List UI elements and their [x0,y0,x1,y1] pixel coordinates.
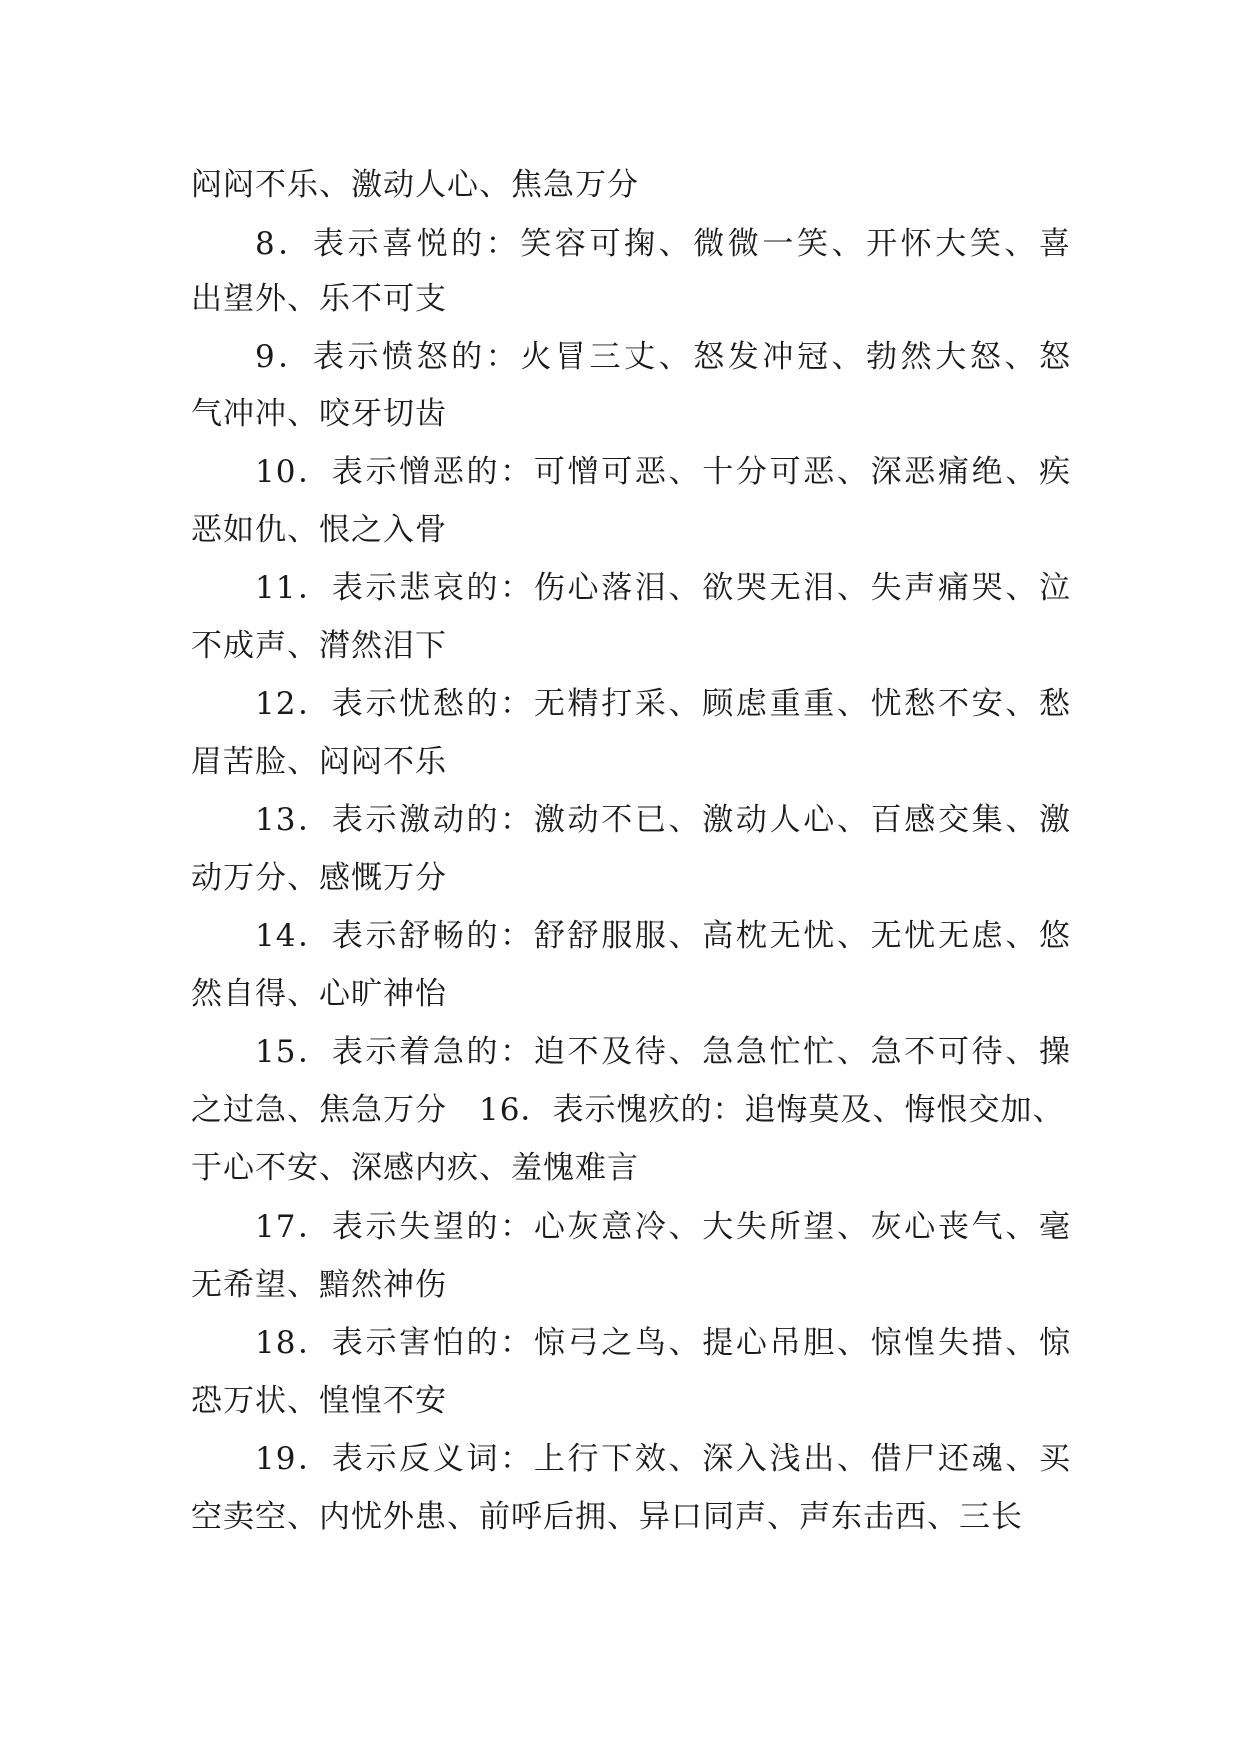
text-line: 恶如仇、恨之入骨 [191,512,447,548]
text-line: 18．表示害怕的：惊弓之鸟、提心吊胆、惊惶失措、惊 [255,1325,1071,1361]
text-line: 不成声、潸然泪下 [191,628,447,664]
text-line: 10．表示憎恶的：可憎可恶、十分可恶、深恶痛绝、疾 [255,454,1071,490]
text-line: 空卖空、内忧外患、前呼后拥、异口同声、声东击西、三长 [191,1499,1023,1535]
text-line: 动万分、感慨万分 [191,860,447,896]
text-line: 出望外、乐不可支 [191,281,447,317]
text-line: 闷闷不乐、激动人心、焦急万分 [191,167,639,203]
text-line: 于心不安、深感内疚、羞愧难言 [191,1150,639,1186]
text-line: 8．表示喜悦的：笑容可掬、微微一笑、开怀大笑、喜 [255,226,1071,262]
text-line: 之过急、焦急万分 16．表示愧疚的：追悔莫及、悔恨交加、 [191,1092,1065,1128]
text-line: 9．表示愤怒的：火冒三丈、怒发冲冠、勃然大怒、怒 [255,339,1071,375]
text-line: 然自得、心旷神怡 [191,976,447,1012]
text-line: 15．表示着急的：迫不及待、急急忙忙、急不可待、操 [255,1034,1071,1070]
text-line: 19．表示反义词：上行下效、深入浅出、借尸还魂、买 [255,1441,1071,1477]
text-line: 11．表示悲哀的：伤心落泪、欲哭无泪、失声痛哭、泣 [255,570,1071,606]
text-line: 眉苦脸、闷闷不乐 [191,744,447,780]
text-line: 气冲冲、咬牙切齿 [191,396,447,432]
text-line: 无希望、黯然神伤 [191,1267,447,1303]
text-line: 14．表示舒畅的：舒舒服服、高枕无忧、无忧无虑、悠 [255,918,1071,954]
text-line: 恐万状、惶惶不安 [191,1383,447,1419]
text-line: 12．表示忧愁的：无精打采、顾虑重重、忧愁不安、愁 [255,686,1071,722]
text-line: 13．表示激动的：激动不已、激动人心、百感交集、激 [255,802,1071,838]
text-line: 17．表示失望的：心灰意冷、大失所望、灰心丧气、毫 [255,1209,1071,1245]
